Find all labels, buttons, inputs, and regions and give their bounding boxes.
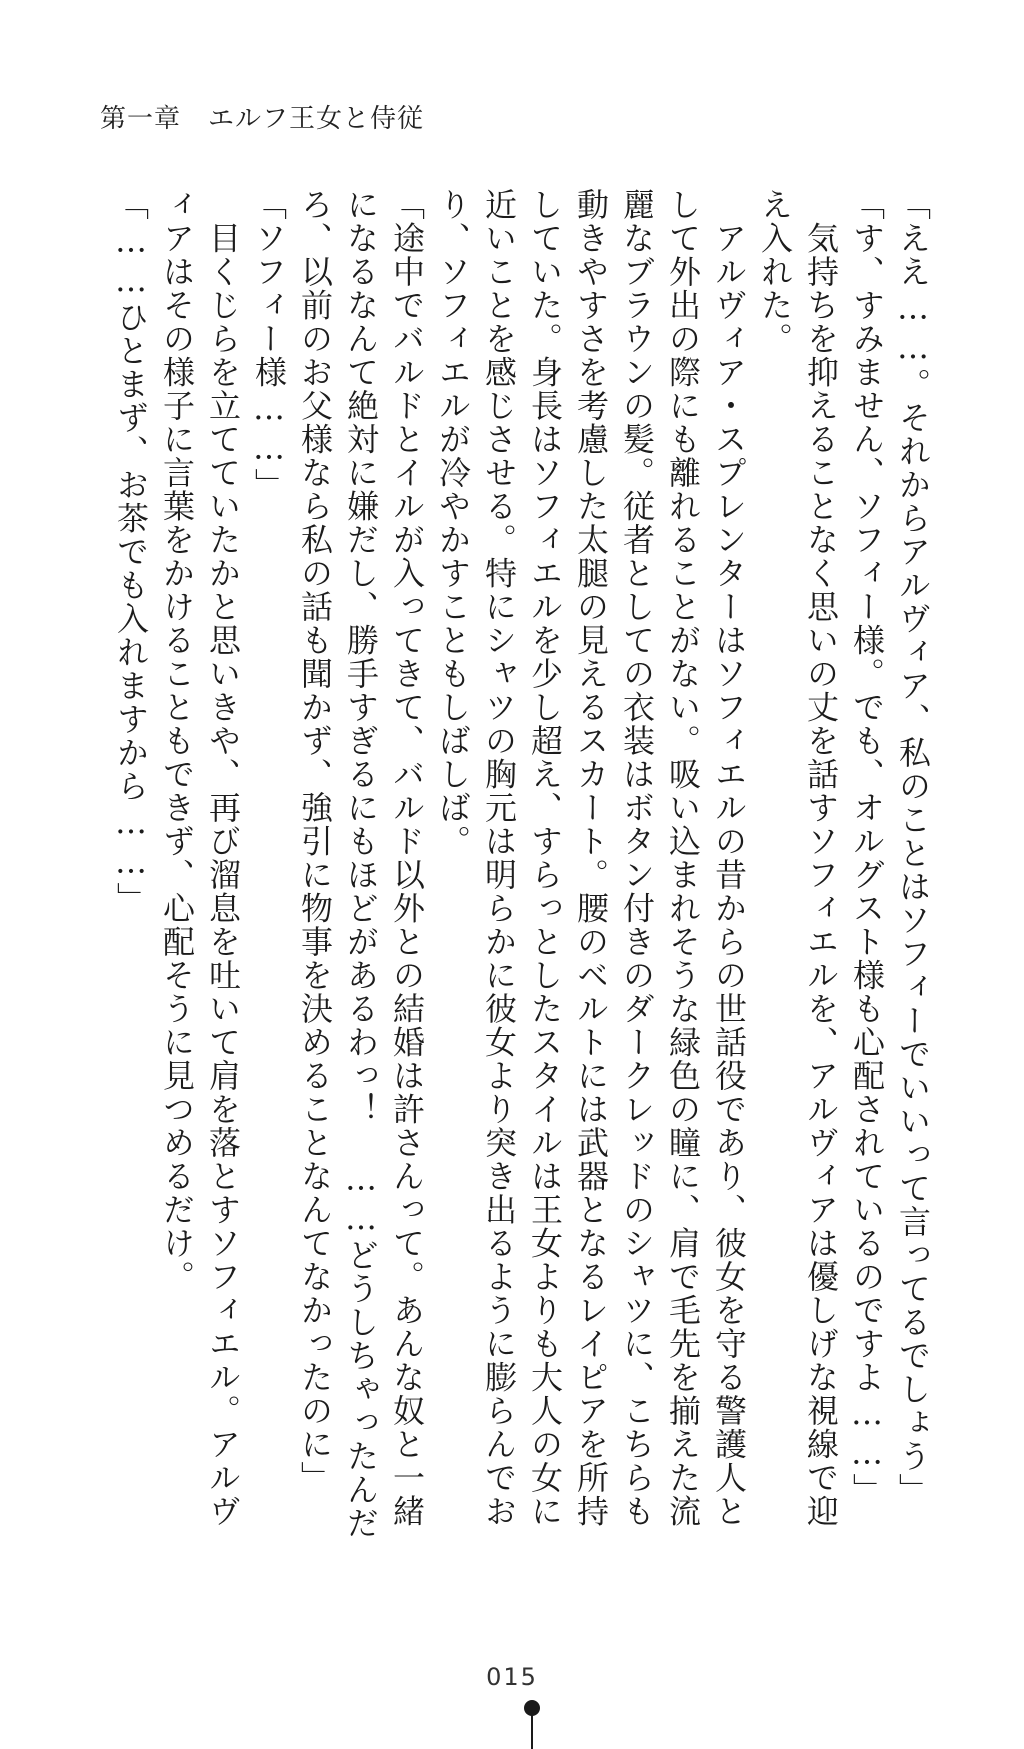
text-line: 動きやすさを考慮した太腿の見えるスカート。腰のベルトには武器となるレイピアを所持 (572, 188, 610, 1528)
text-line: 近いことを感じさせる。特にシャツの胸元は明らかに彼女より突き出るように膨らんでお (480, 188, 518, 1528)
text-line: していた。身長はソフィエルを少し超え、すらっとしたスタイルは王女よりも大人の女に (526, 188, 564, 1528)
text-line: 「ソフィー様……」 (250, 188, 288, 502)
chapter-title: 第一章 エルフ王女と侍従 (100, 104, 425, 134)
text-line: アルヴィア・スプレンターはソフィエルの昔からの世話役であり、彼女を守る警護人と (710, 188, 748, 1528)
text-line: 「途中でバルドとイルが入ってきて、バルド以外との結婚は許さんって。あんな奴と一緒 (388, 188, 426, 1528)
text-line: 「ええ……。それからアルヴィア、私のことはソフィーでいいって言ってるでしょう」 (894, 188, 932, 1507)
text-line: り、ソフィエルが冷やかすこともしばしば。 (434, 188, 472, 858)
text-line: ィアはその様子に言葉をかけることもできず、心配そうに見つめるだけ。 (158, 188, 196, 1294)
text-line: になるなんて絶対に嫌だし、勝手すぎるにもほどがあるわっ！ ……どうしちゃったんだ (342, 188, 380, 1540)
text-line: 目くじらを立てていたかと思いきや、再び溜息を吐いて肩を落とすソフィエル。アルヴ (204, 188, 242, 1528)
text-line: 麗なブラウンの髪。従者としての衣装はボタン付きのダークレッドのシャツに、こちらも (618, 188, 656, 1528)
page-marker-icon (524, 1700, 540, 1749)
text-line: 「……ひとまず、お茶でも入れますから……」 (112, 188, 150, 916)
text-line: え入れた。 (756, 188, 794, 356)
page-marker-line (531, 1714, 533, 1749)
body-text (108, 188, 936, 1540)
text-line: 気持ちを抑えることなく思いの丈を話すソフィエルを、アルヴィアは優しげな視線で迎 (802, 188, 840, 1528)
text-line: ろ、以前のお父様なら私の話も聞かず、強引に物事を決めることなんてなかったのに」 (296, 188, 334, 1495)
page-number: 015 (486, 1663, 538, 1691)
text-line: して外出の際にも離れることがない。吸い込まれそうな緑色の瞳に、肩で毛先を揃えた流 (664, 188, 702, 1528)
text-line: 「す、すみません、ソフィー様。でも、オルグスト様も心配されているのですよ……」 (848, 188, 886, 1507)
